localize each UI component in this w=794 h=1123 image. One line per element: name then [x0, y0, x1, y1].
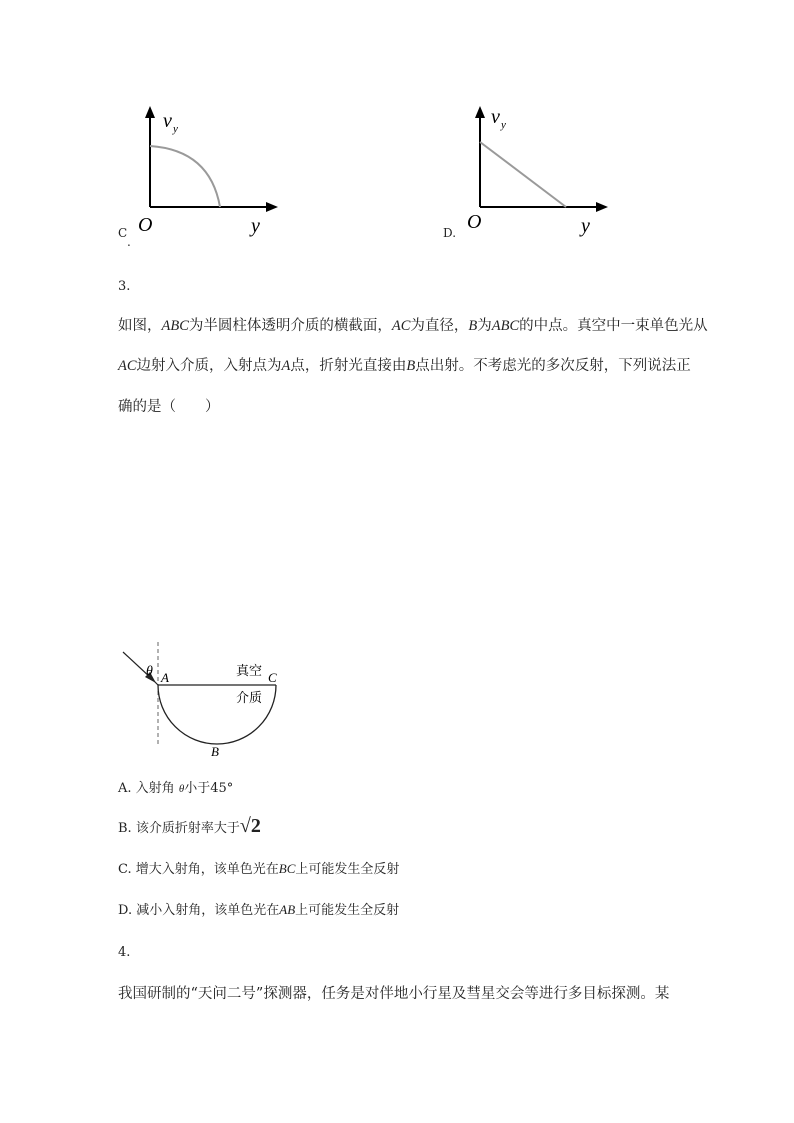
question3-option-d[interactable]: D. 减小入射角，该单色光在AB上可能发生全反射 [118, 902, 400, 918]
question3-figure [115, 640, 295, 765]
figure-point-a: A [161, 670, 169, 685]
question3-number: 3. [118, 279, 131, 294]
graph-c-y-arrow [145, 106, 155, 118]
graph-c-x-label: y [251, 215, 260, 237]
graph-d-option-label: D. [443, 226, 457, 240]
question3-line1: 如图，ABC为半圆柱体透明介质的横截面，AC为直径，B为ABC的中点。真空中一束单色光从 [118, 318, 708, 334]
graph-d-x-label: y [581, 215, 590, 237]
question4-line1: 我国研制的“天问二号”探测器，任务是对伴地小行星及彗星交会等进行多目标探测。某 [118, 986, 670, 1002]
graph-d-x-arrow [596, 202, 608, 212]
graph-c-option-label: C [118, 226, 128, 240]
question3-line2: AC边射入介质，入射点为A点，折射光直接由B点出射。不考虑光的多次反射，下列说法正 [118, 358, 691, 374]
graph-c-vy-label: v [163, 110, 172, 132]
graph-d-vy-label: v [491, 106, 500, 128]
graph-d-line [480, 142, 566, 207]
question3-option-a[interactable]: A. 入射角 θ小于45° [118, 781, 234, 796]
graph-d-vy-subscript: y [501, 119, 506, 131]
question4-number: 4. [118, 945, 131, 960]
figure-point-b: B [211, 744, 219, 759]
sqrt-2-symbol: √2 [239, 815, 261, 837]
question3-option-b[interactable]: B. 该介质折射率大于√2 [118, 815, 261, 837]
figure-ray-end [153, 680, 158, 685]
graph-c-curve [150, 146, 220, 207]
graph-c-x-arrow [266, 202, 278, 212]
figure-vacuum-label: 真空 [236, 663, 263, 678]
graph-c-origin-label: O [138, 214, 153, 236]
graph-d [440, 100, 620, 250]
graph-c [110, 100, 290, 250]
figure-point-c: C [268, 670, 277, 685]
graph-d-origin-label: O [467, 211, 482, 233]
figure-medium-label: 介质 [236, 690, 263, 705]
graph-c-dot: . [127, 235, 131, 249]
question3-option-c[interactable]: C. 增大入射角，该单色光在BC上可能发生全反射 [118, 861, 400, 877]
graph-c-vy-subscript: y [173, 123, 178, 135]
figure-theta: θ [146, 664, 153, 679]
question3-line3: 确的是（ ） [118, 399, 220, 415]
graph-d-y-arrow [475, 106, 485, 118]
